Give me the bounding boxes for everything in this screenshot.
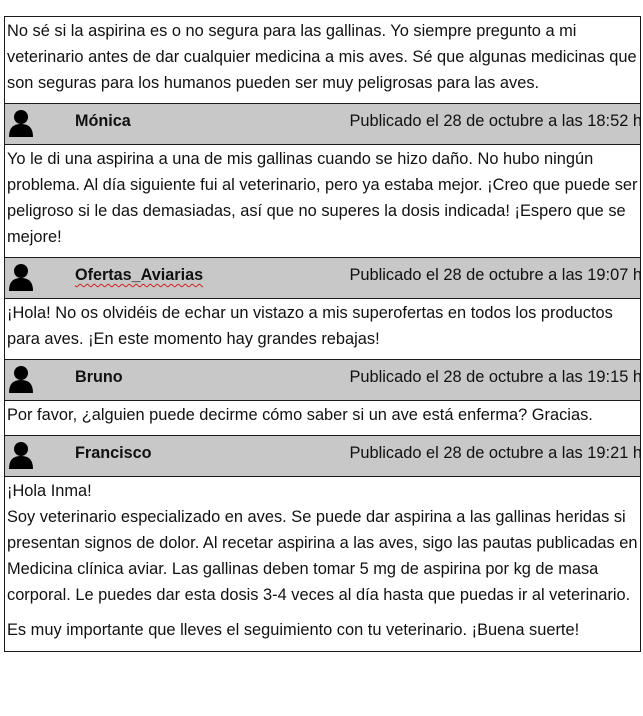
- post-body: [5, 477, 640, 652]
- post-body: [5, 299, 640, 360]
- post-text: Yo le di una aspirina a una de mis gallinas cuando se hizo daño. No hubo ningún problema. Al día siguiente fui al veterinario, pero ya estaba mejor. ¡Creo que puede ser peligroso si le das demasiadas, así que no superes la dosis indicada! ¡Espero que se mejore!: [7, 150, 638, 246]
- opening-post-text: No sé si la aspirina es o no segura para las gallinas. Yo siempre pregunto a mi veterinario antes de dar cualquier medicina a mis aves. Sé que algunas medicinas que son seguras para los humanos pueden ser muy peligrosas para las aves.: [7, 22, 637, 92]
- post-header: [5, 104, 640, 145]
- post-body: [5, 401, 640, 436]
- post-closing: Es muy importante que lleves el seguimiento con tu veterinario. ¡Buena suerte!: [7, 621, 580, 639]
- post-timestamp: Publicado el 28 de octubre a las 19:21 h: [349, 444, 642, 462]
- post-header: [5, 258, 640, 299]
- opening-post-body: [5, 17, 640, 104]
- post-body: [5, 145, 640, 258]
- post-author[interactable]: Mónica: [75, 112, 131, 130]
- post-text: ¡Hola! No os olvidéis de echar un vistazo a mis superofertas en todos los productos para aves. ¡En este momento hay grandes rebajas!: [7, 304, 613, 348]
- person-silhouette-icon: [8, 109, 34, 137]
- forum-thread: [4, 16, 641, 652]
- person-silhouette-icon: [8, 263, 34, 291]
- post-text: Por favor, ¿alguien puede decirme cómo saber si un ave está enferma? Gracias.: [7, 406, 593, 424]
- post-timestamp: Publicado el 28 de octubre a las 19:15 h: [349, 368, 642, 386]
- post-timestamp: Publicado el 28 de octubre a las 18:52 h: [349, 112, 642, 130]
- post-header: [5, 360, 640, 401]
- post-text: Soy veterinario especializado en aves. Se puede dar aspirina a las gallinas heridas si presentan signos de dolor. Al recetar aspirina a las aves, sigo las pautas publicadas en Medicina clínica aviar. Las gallinas deben tomar 5 mg de aspirina por kg de masa corporal. Le puedes dar esta dosis 3-4 veces al día hasta que puedas ir al veterinario.: [7, 508, 638, 604]
- person-silhouette-icon: [8, 365, 34, 393]
- post-author[interactable]: Bruno: [75, 368, 123, 386]
- post-greeting: ¡Hola Inma!: [7, 482, 92, 500]
- post-author[interactable]: Francisco: [75, 444, 152, 462]
- post-timestamp: Publicado el 28 de octubre a las 19:07 h: [349, 266, 642, 284]
- post-header: [5, 436, 640, 477]
- post-author[interactable]: Ofertas_Aviarias: [75, 266, 204, 284]
- person-silhouette-icon: [8, 441, 34, 469]
